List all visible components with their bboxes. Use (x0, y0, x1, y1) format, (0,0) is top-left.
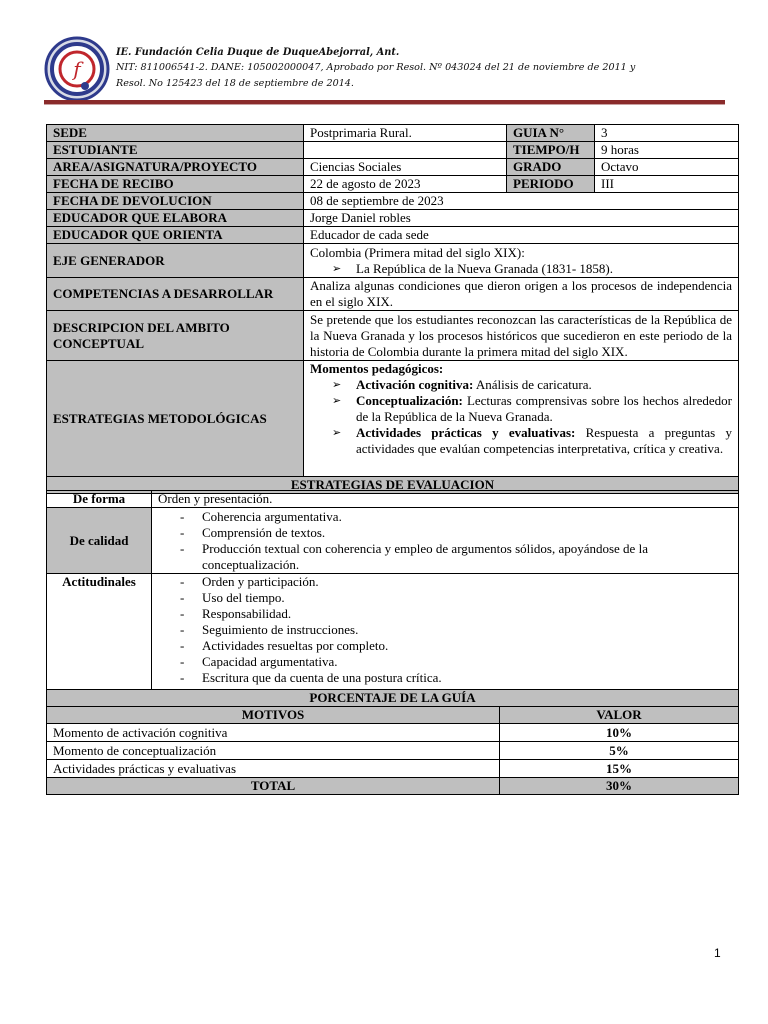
list-item: - Orden y participación. (180, 574, 319, 589)
institution-line-2: NIT: 811006541-2. DANE: 105002000047, Aprobado por Resol. Nº 043024 del 21 de noviembre de 2011 y (116, 62, 636, 73)
arrow-bullet-icon: ➢ (332, 427, 342, 439)
table-row: Actividades prácticas y evaluativas 15% (47, 760, 739, 778)
elabora-label: EDUCADOR QUE ELABORA (47, 210, 304, 227)
area-label: AREA/ASIGNATURA/PROYECTO (47, 159, 304, 176)
estudiante-label: ESTUDIANTE (47, 142, 304, 159)
orienta-label: EDUCADOR QUE ORIENTA (47, 227, 304, 244)
porcentaje-title: PORCENTAJE DE LA GUÍA (47, 690, 739, 707)
periodo-label: PERIODO (507, 176, 595, 193)
list-item: - Actividades resueltas por completo. (180, 638, 389, 653)
competencias-label: COMPETENCIAS A DESARROLLAR (47, 278, 304, 311)
institution-name: IE. Fundación Celia Duque de DuqueAbejorral, Ant. (116, 47, 400, 58)
eje-cell (304, 244, 739, 278)
arrow-bullet-icon: ➢ (332, 262, 342, 275)
descripcion-value: Se pretende que los estudiantes reconozcan las características de la República de la Nueva Granada y los procesos históricos que sucedieron en este periodo de la historia de Colombia durante la primera mitad del siglo XIX. (304, 311, 739, 361)
devolucion-value: 08 de septiembre de 2023 (304, 193, 739, 210)
sede-value: Postprimaria Rural. (304, 125, 507, 142)
list-item: ➢ Actividades prácticas y evaluativas: Respuesta a preguntas y actividades que evalúan competencias interpretativa, crítica y creativa. (332, 425, 732, 456)
forma-value: Orden y presentación. (152, 491, 739, 508)
list-item: ➢ Activación cognitiva: Análisis de caricatura. (332, 377, 592, 392)
sede-label: SEDE (47, 125, 304, 142)
grado-value: Octavo (595, 159, 739, 176)
momentos-list (310, 377, 732, 457)
actitudinales-cell (152, 574, 739, 690)
svg-text:f: f (73, 57, 81, 81)
evaluacion-table (46, 490, 739, 690)
recibo-label: FECHA DE RECIBO (47, 176, 304, 193)
actitudinales-list (152, 574, 732, 686)
calidad-cell (152, 508, 739, 574)
calidad-list (152, 509, 732, 573)
area-value: Ciencias Sociales (304, 159, 507, 176)
total-value: 30% (500, 778, 739, 795)
list-item: ➢ Conceptualización: Lecturas comprensivas sobre los hechos alrededor de la República de la Nueva Granada. (332, 393, 732, 424)
page-number: 1 (714, 946, 721, 960)
calidad-label: De calidad (47, 508, 152, 574)
document-header (44, 36, 734, 106)
estrategias-label: ESTRATEGIAS METODOLÓGICAS (47, 361, 304, 477)
estrategias-cell (304, 361, 739, 477)
eje-value: Colombia (Primera mitad del siglo XIX): (310, 244, 525, 260)
devolucion-label: FECHA DE DEVOLUCION (47, 193, 304, 210)
recibo-value: 22 de agosto de 2023 (304, 176, 507, 193)
estudiante-value (304, 142, 507, 159)
elabora-value: Jorge Daniel robles (304, 210, 739, 227)
guia-value: 3 (595, 125, 739, 142)
list-item: - Escritura que da cuenta de una postura crítica. (180, 670, 442, 685)
porcentaje-table (46, 689, 739, 795)
momentos-title: Momentos pedagógicos: (310, 361, 444, 376)
list-item: - Coherencia argumentativa. (180, 508, 342, 524)
list-item: - Producción textual con coherencia y empleo de argumentos sólidos, apoyándose de la conceptualización. (180, 540, 648, 572)
actitudinales-label: Actitudinales (47, 574, 152, 690)
grado-label: GRADO (507, 159, 595, 176)
eje-bullets (310, 261, 732, 277)
arrow-bullet-icon: ➢ (332, 379, 342, 391)
orienta-value: Educador de cada sede (304, 227, 739, 244)
table-row: Momento de activación cognitiva 10% (47, 724, 739, 742)
evaluacion-title: ESTRATEGIAS DE EVALUACION (47, 477, 739, 494)
institution-info (116, 44, 736, 92)
competencias-value: Analiza algunas condiciones que dieron origen a los procesos de independencia en el siglo XIX. (304, 278, 739, 311)
descripcion-label: DESCRIPCION DEL AMBITO CONCEPTUAL (47, 311, 304, 361)
list-item: - Responsabilidad. (180, 606, 292, 621)
total-label: TOTAL (47, 778, 500, 795)
forma-label: De forma (47, 491, 152, 508)
tiempo-label: TIEMPO/H (507, 142, 595, 159)
guide-info-table (46, 124, 739, 494)
valor-header: VALOR (500, 707, 739, 724)
list-item: - Capacidad argumentativa. (180, 654, 338, 669)
list-item: - Comprensión de textos. (180, 524, 326, 540)
eje-label: EJE GENERADOR (47, 244, 304, 278)
list-item: - Uso del tiempo. (180, 590, 285, 605)
institution-logo-icon (44, 36, 110, 102)
header-rule-shadow (44, 104, 725, 105)
list-item: - Seguimiento de instrucciones. (180, 622, 359, 637)
table-row: Momento de conceptualización 5% (47, 742, 739, 760)
motivos-header: MOTIVOS (47, 707, 500, 724)
arrow-bullet-icon: ➢ (332, 395, 342, 407)
institution-line-3: Resol. No 125423 del 18 de septiembre de 2014. (116, 78, 354, 89)
guia-label: GUIA N° (507, 125, 595, 142)
periodo-value: III (595, 176, 739, 193)
tiempo-value: 9 horas (595, 142, 739, 159)
list-item: ➢ La República de la Nueva Granada (1831- 1858). (332, 260, 614, 276)
